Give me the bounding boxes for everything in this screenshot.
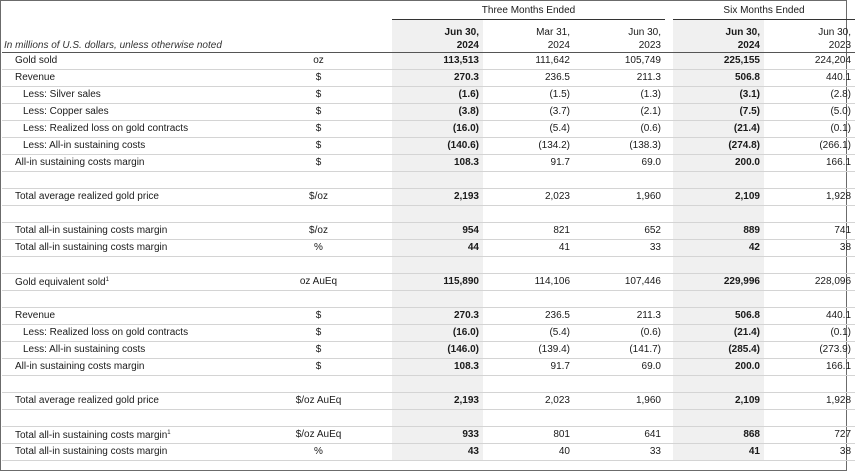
cell-value: (273.9) — [764, 341, 855, 358]
cell-value: (21.4) — [673, 120, 764, 137]
table-row — [2, 222, 855, 239]
cell-value: (16.0) — [392, 324, 483, 341]
cell-value: (5.4) — [483, 120, 574, 137]
cell-value: 2,109 — [673, 188, 764, 205]
spacer-row — [2, 256, 855, 273]
cell-value: 727 — [764, 426, 855, 443]
row-unit: $/oz — [253, 188, 384, 205]
cell-value: 224,204 — [764, 52, 855, 69]
table-row — [2, 86, 855, 103]
row-label: Less: Silver sales — [2, 86, 253, 103]
cell-value: 69.0 — [574, 358, 665, 375]
period-group-header-row — [2, 2, 855, 19]
cell-value: 821 — [483, 222, 574, 239]
cell-value: 211.3 — [574, 307, 665, 324]
cell-value: 506.8 — [673, 307, 764, 324]
cell-value: 270.3 — [392, 307, 483, 324]
footnote-marker: 1 — [167, 430, 171, 436]
cell-value: (1.6) — [392, 86, 483, 103]
table-row — [2, 358, 855, 375]
row-unit: $ — [253, 137, 384, 154]
cell-value: 105,749 — [574, 52, 665, 69]
row-unit: $/oz AuEq — [253, 392, 384, 409]
cell-value: 107,446 — [574, 273, 665, 290]
table-row — [2, 392, 855, 409]
row-label: Gold equivalent sold$^1$ — [2, 273, 253, 290]
cell-value: (266.1) — [764, 137, 855, 154]
cell-value: 2,023 — [483, 188, 574, 205]
row-label: Less: Realized loss on gold contracts — [2, 324, 253, 341]
col-header-q1-2024: Mar 31, 2024 — [536, 26, 570, 51]
cell-value: (141.7) — [574, 341, 665, 358]
cell-value: 1,928 — [764, 392, 855, 409]
cell-value: 228,096 — [764, 273, 855, 290]
row-label: Total all-in sustaining costs margin — [2, 222, 253, 239]
cell-value: 69.0 — [574, 154, 665, 171]
aisc-margin-table — [2, 2, 855, 461]
cell-value: (2.1) — [574, 103, 665, 120]
cell-value: (5.4) — [483, 324, 574, 341]
row-unit: $ — [253, 120, 384, 137]
cell-value: 2,023 — [483, 392, 574, 409]
table-row — [2, 273, 855, 290]
cell-value: 41 — [673, 443, 764, 460]
cell-value: 166.1 — [764, 154, 855, 171]
spacer-row — [2, 375, 855, 392]
cell-value: 115,890 — [392, 273, 483, 290]
cell-value: 741 — [764, 222, 855, 239]
row-label: All-in sustaining costs margin — [2, 154, 253, 171]
row-label: Revenue — [2, 307, 253, 324]
cell-value: (5.0) — [764, 103, 855, 120]
cell-value: (140.6) — [392, 137, 483, 154]
cell-value: 2,193 — [392, 188, 483, 205]
row-label: Total average realized gold price — [2, 392, 253, 409]
cell-value: (16.0) — [392, 120, 483, 137]
cell-value: (0.6) — [574, 324, 665, 341]
cell-value: (3.8) — [392, 103, 483, 120]
row-label: Gold sold — [2, 52, 253, 69]
row-label: Total all-in sustaining costs margin$^1$ — [2, 426, 253, 443]
row-label: Less: Realized loss on gold contracts — [2, 120, 253, 137]
row-unit: $ — [253, 154, 384, 171]
spacer-row — [2, 205, 855, 222]
cell-value: 440.1 — [764, 307, 855, 324]
cell-value: 1,960 — [574, 392, 665, 409]
cell-value: 200.0 — [673, 154, 764, 171]
cell-value: 91.7 — [483, 358, 574, 375]
row-unit: $ — [253, 358, 384, 375]
row-label: Less: Copper sales — [2, 103, 253, 120]
cell-value: 91.7 — [483, 154, 574, 171]
row-label: Total all-in sustaining costs margin — [2, 239, 253, 256]
cell-value: 166.1 — [764, 358, 855, 375]
cell-value: 868 — [673, 426, 764, 443]
row-unit: $ — [253, 307, 384, 324]
cell-value: (1.3) — [574, 86, 665, 103]
cell-value: (274.8) — [673, 137, 764, 154]
footnote-marker: 1 — [105, 277, 109, 283]
table-row — [2, 443, 855, 460]
table-row — [2, 69, 855, 86]
cell-value: 933 — [392, 426, 483, 443]
col-header-h1-2024: Jun 30, 2024 — [673, 19, 764, 52]
cell-value: 211.3 — [574, 69, 665, 86]
spacer-row — [2, 290, 855, 307]
table-row — [2, 324, 855, 341]
cell-value: 225,155 — [673, 52, 764, 69]
cell-value: 801 — [483, 426, 574, 443]
cell-value: (0.1) — [764, 324, 855, 341]
table-row — [2, 188, 855, 205]
row-unit: $ — [253, 341, 384, 358]
cell-value: (139.4) — [483, 341, 574, 358]
three-months-group-header: Three Months Ended — [392, 2, 665, 19]
row-unit: $/oz — [253, 222, 384, 239]
units-note: In millions of U.S. dollars, unless otherwise noted — [4, 39, 222, 51]
col-header-h1-2023: Jun 30, 2023 — [818, 26, 852, 51]
row-label: All-in sustaining costs margin — [2, 358, 253, 375]
row-unit: $ — [253, 69, 384, 86]
cell-value: 114,106 — [483, 273, 574, 290]
cell-value: (146.0) — [392, 341, 483, 358]
cell-value: 43 — [392, 443, 483, 460]
cell-value: 270.3 — [392, 69, 483, 86]
row-unit: $ — [253, 86, 384, 103]
cell-value: 889 — [673, 222, 764, 239]
cell-value: (285.4) — [673, 341, 764, 358]
cell-value: 108.3 — [392, 358, 483, 375]
six-months-group-header: Six Months Ended — [673, 2, 855, 19]
cell-value: 652 — [574, 222, 665, 239]
cell-value: 40 — [483, 443, 574, 460]
cell-value: (3.1) — [673, 86, 764, 103]
col-header-q2-2024: Jun 30, 2024 — [392, 19, 483, 52]
cell-value: 111,642 — [483, 52, 574, 69]
cell-value: 641 — [574, 426, 665, 443]
row-label: Revenue — [2, 69, 253, 86]
row-label: Total average realized gold price — [2, 188, 253, 205]
cell-value: (3.7) — [483, 103, 574, 120]
cell-value: 38 — [764, 239, 855, 256]
cell-value: 38 — [764, 443, 855, 460]
table-row — [2, 341, 855, 358]
cell-value: 2,193 — [392, 392, 483, 409]
row-label: Total all-in sustaining costs margin — [2, 443, 253, 460]
cell-value: (7.5) — [673, 103, 764, 120]
table-row — [2, 120, 855, 137]
table-row — [2, 154, 855, 171]
cell-value: (21.4) — [673, 324, 764, 341]
row-unit: % — [253, 443, 384, 460]
cell-value: (0.6) — [574, 120, 665, 137]
cell-value: 2,109 — [673, 392, 764, 409]
row-unit: oz AuEq — [253, 273, 384, 290]
cell-value: 44 — [392, 239, 483, 256]
table-row — [2, 103, 855, 120]
cell-value: 1,928 — [764, 188, 855, 205]
cell-value: 108.3 — [392, 154, 483, 171]
cell-value: 42 — [673, 239, 764, 256]
cell-value: 954 — [392, 222, 483, 239]
cell-value: 33 — [574, 443, 665, 460]
cell-value: 113,513 — [392, 52, 483, 69]
cell-value: (138.3) — [574, 137, 665, 154]
cell-value: 33 — [574, 239, 665, 256]
row-unit: $ — [253, 324, 384, 341]
cell-value: 41 — [483, 239, 574, 256]
row-unit: $/oz AuEq — [253, 426, 384, 443]
row-label: Less: All-in sustaining costs — [2, 137, 253, 154]
cell-value: 1,960 — [574, 188, 665, 205]
row-unit: $ — [253, 103, 384, 120]
spacer-row — [2, 409, 855, 426]
table-row — [2, 239, 855, 256]
row-unit: % — [253, 239, 384, 256]
date-header-row — [2, 19, 855, 52]
cell-value: 229,996 — [673, 273, 764, 290]
cell-value: (0.1) — [764, 120, 855, 137]
cell-value: 506.8 — [673, 69, 764, 86]
spacer-row — [2, 171, 855, 188]
table-row — [2, 137, 855, 154]
cell-value: (134.2) — [483, 137, 574, 154]
col-header-q2-2023: Jun 30, 2023 — [628, 26, 661, 51]
row-unit: oz — [253, 52, 384, 69]
cell-value: (1.5) — [483, 86, 574, 103]
cell-value: 200.0 — [673, 358, 764, 375]
table-row — [2, 307, 855, 324]
cell-value: 236.5 — [483, 307, 574, 324]
row-label: Less: All-in sustaining costs — [2, 341, 253, 358]
table-row — [2, 426, 855, 443]
cell-value: (2.8) — [764, 86, 855, 103]
table-row — [2, 52, 855, 69]
cell-value: 440.1 — [764, 69, 855, 86]
cell-value: 236.5 — [483, 69, 574, 86]
